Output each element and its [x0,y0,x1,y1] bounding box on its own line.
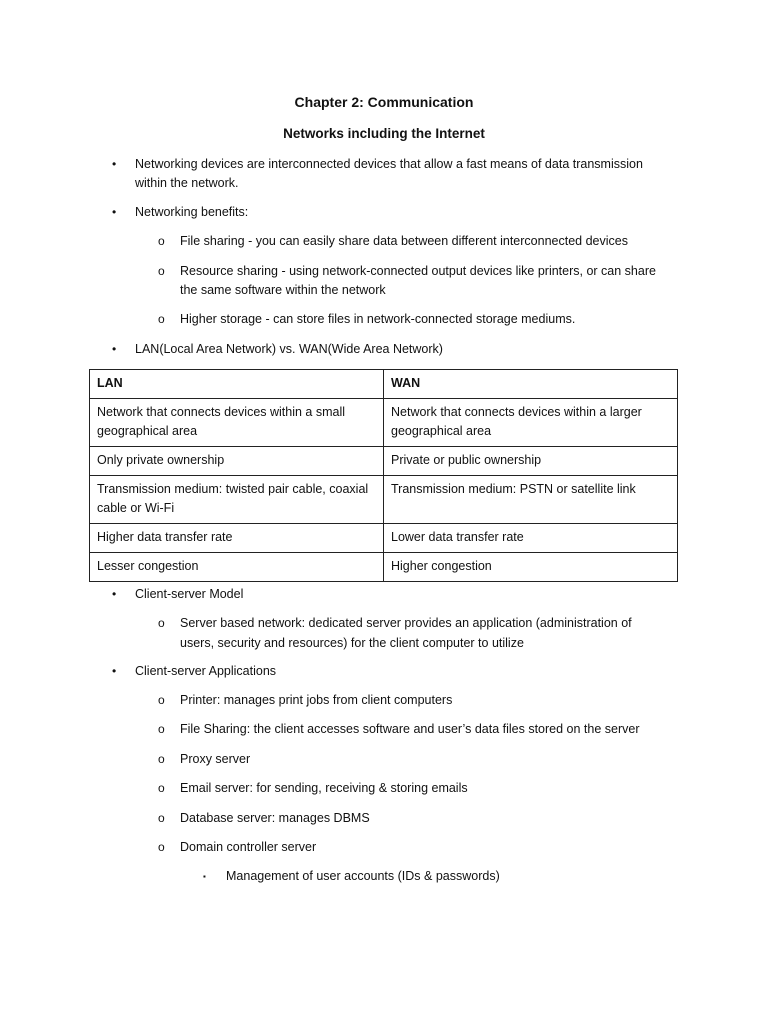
table-cell-wan: Higher congestion [384,553,678,582]
sub-bullet-text: Proxy server [180,752,251,766]
sub-bullet-text: Database server: manages DBMS [180,811,370,825]
table-cell-wan: Network that connects devices within a larger geographical area [384,399,678,447]
table-cell-lan: Network that connects devices within a small geographical area [90,399,384,447]
bullet-text: Networking devices are interconnected devices that allow a fast means of data transmission [135,157,643,171]
bullet-text: LAN(Local Area Network) vs. WAN(Wide Area Network) [135,342,443,356]
table-row [90,476,678,524]
sub-bullet-marker: o [158,781,165,795]
sub-bullet-marker: o [158,752,165,766]
table-cell-lan: Higher data transfer rate [90,524,384,553]
table-header-row [90,370,678,399]
table-cell-wan: Private or public ownership [384,447,678,476]
table-row [90,447,678,476]
table-header-lan: LAN [90,370,384,399]
sub-bullet-text: Domain controller server [180,840,317,854]
sub-bullet-marker: o [158,693,165,707]
sub-bullet-marker: o [158,840,165,854]
sub-bullet-text: the same software within the network [180,283,386,297]
section-title: Networks including the Internet [283,126,485,141]
lan-wan-comparison-table [89,369,678,582]
sub-bullet-marker: o [158,234,165,248]
sub-bullet-text: Server based network: dedicated server provides an application (administration of [180,616,632,630]
sub-bullet-text: Resource sharing - using network-connected output devices like printers, or can share [180,264,656,278]
sub-bullet-text: Higher storage - can store files in network-connected storage mediums. [180,312,576,326]
sub-bullet-marker: o [158,811,165,825]
sub-bullet-marker: o [158,616,165,630]
table-row [90,524,678,553]
sub-sub-bullet-text: Management of user accounts (IDs & passwords) [226,869,500,883]
sub-sub-bullet-marker: ▪ [203,872,206,881]
table-cell-wan: Transmission medium: PSTN or satellite link [384,476,678,524]
bullet-marker: • [112,342,117,356]
bullet-marker: • [112,157,117,171]
bullet-text: Networking benefits: [135,205,249,219]
bullet-text: within the network. [135,176,239,190]
table-cell-lan: Transmission medium: twisted pair cable, coaxial cable or Wi-Fi [90,476,384,524]
bullet-marker: • [112,587,117,601]
table-row [90,399,678,447]
table-cell-wan: Lower data transfer rate [384,524,678,553]
table-cell-lan: Only private ownership [90,447,384,476]
sub-bullet-text: Printer: manages print jobs from client computers [180,693,453,707]
sub-bullet-marker: o [158,722,165,736]
table-cell-lan: Lesser congestion [90,553,384,582]
chapter-title: Chapter 2: Communication [294,94,474,110]
sub-bullet-text: Email server: for sending, receiving & storing emails [180,781,468,795]
table-header-wan: WAN [384,370,678,399]
sub-bullet-marker: o [158,312,165,326]
sub-bullet-marker: o [158,264,165,278]
table-row [90,553,678,582]
bullet-text: Client-server Model [135,587,244,601]
bullet-marker: • [112,664,117,678]
sub-bullet-text: users, security and resources) for the client computer to utilize [180,636,524,650]
bullet-marker: • [112,205,117,219]
bullet-text: Client-server Applications [135,664,277,678]
sub-bullet-text: File Sharing: the client accesses software and user’s data files stored on the server [180,722,640,736]
sub-bullet-text: File sharing - you can easily share data between different interconnected devices [180,234,628,248]
